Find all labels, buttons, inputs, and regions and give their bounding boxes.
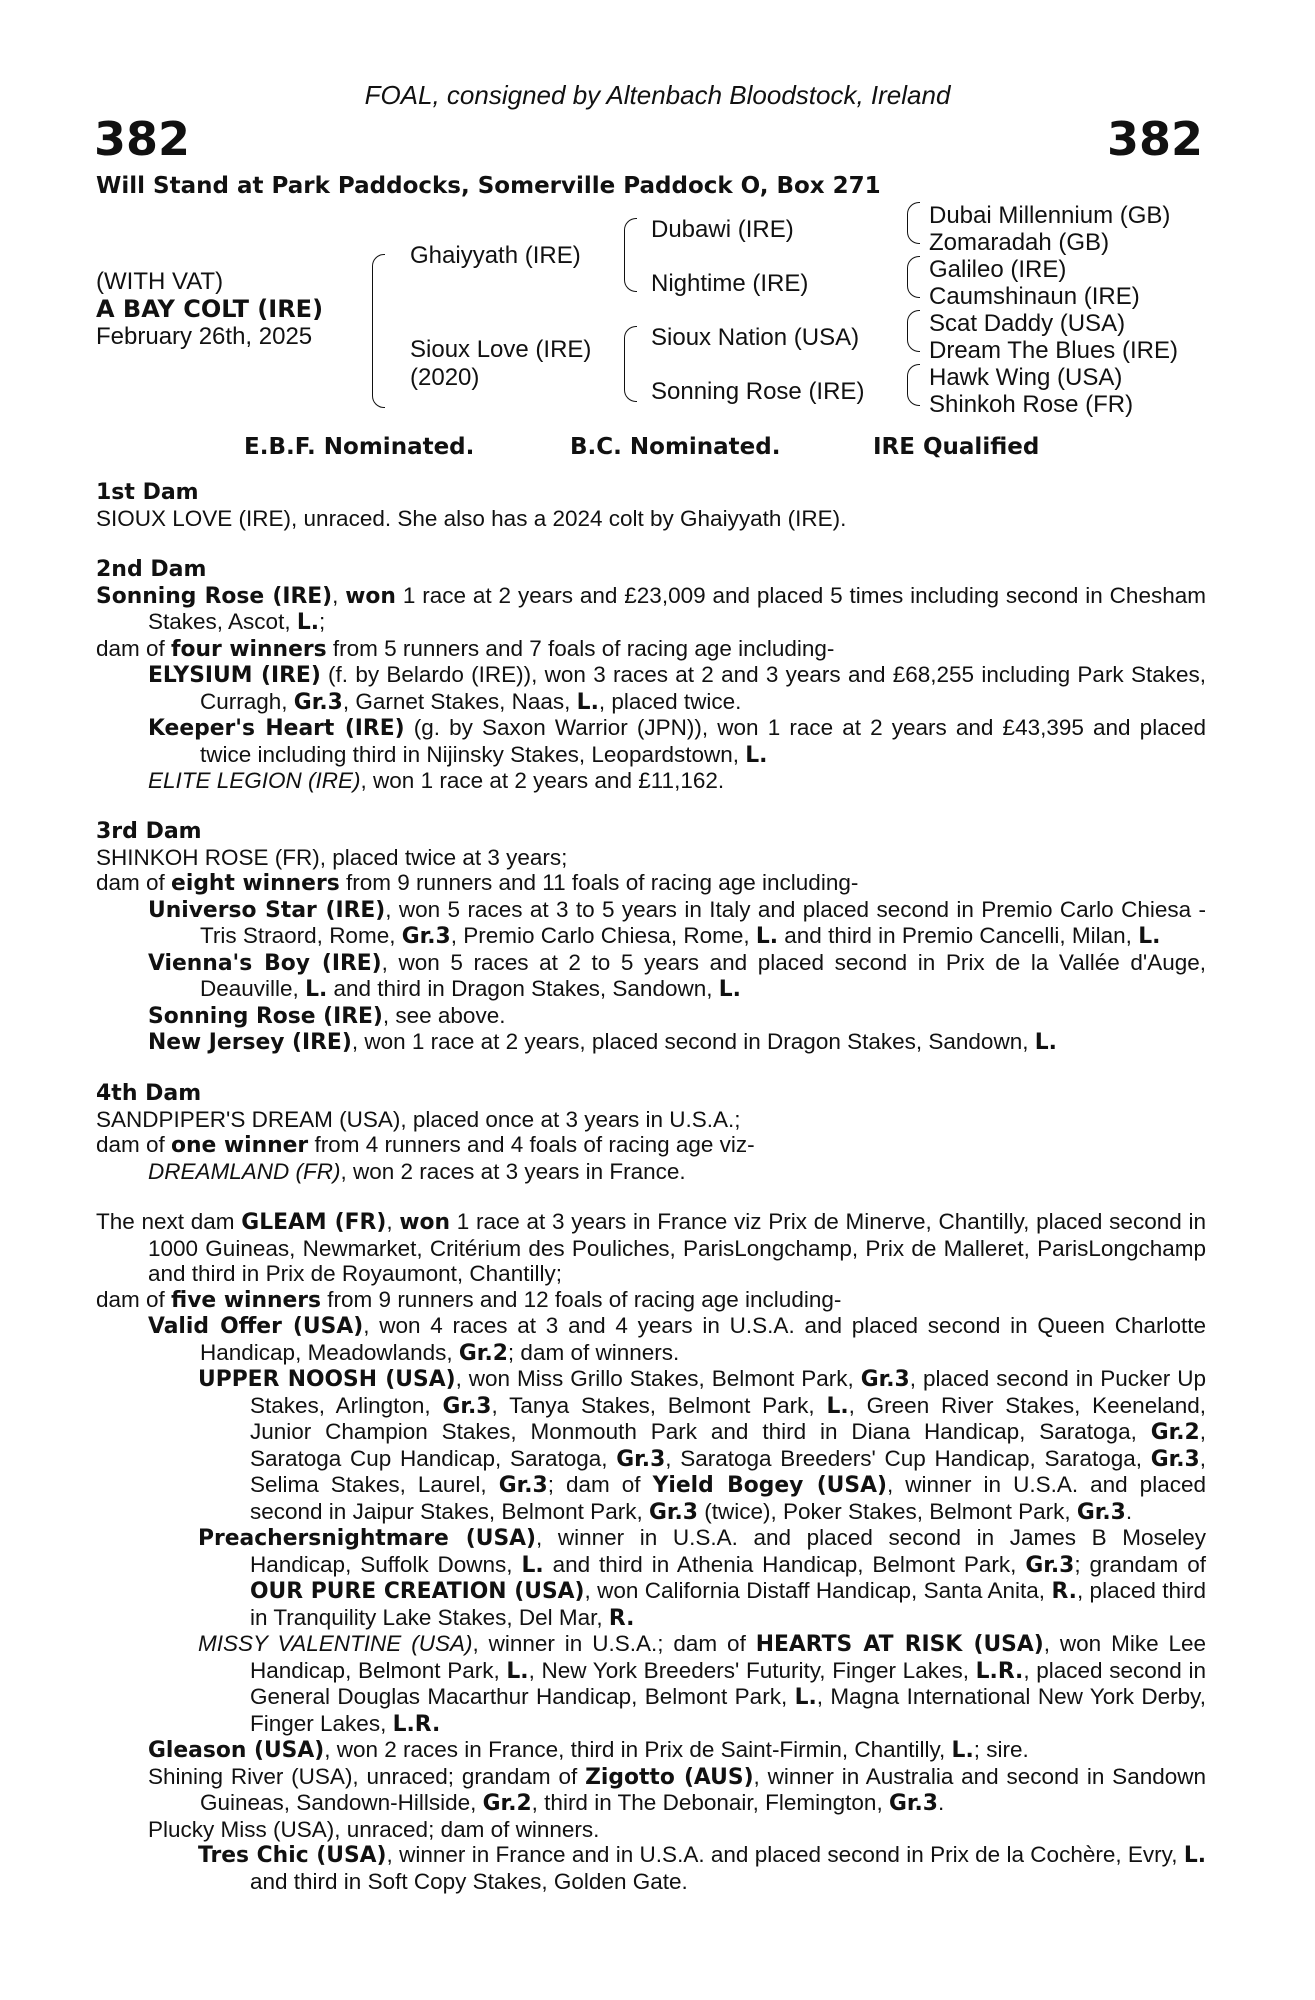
second-dam-p4: Keeper's Heart (IRE) (g. by Saxon Warrior (JPN)), won 1 race at 2 years and £43,395 and placed twice including third in Nijinsky Stakes, Leopardstown, L. xyxy=(148,715,1206,768)
pedigree-dam-sire: Sioux Nation (USA) xyxy=(651,324,860,351)
next-dam-p6: MISSY VALENTINE (USA), winner in U.S.A.; dam of HEARTS AT RISK (USA), won Mike Lee Handicap, Belmont Park, L., New York Breeders' Futurity, Finger Lakes, L.R., placed second in General Douglas Macarthur Handicap, Belmont Park, L., Magna International New York Derby, Finger Lakes, L.R. xyxy=(198,1631,1207,1737)
next-dam-section xyxy=(96,1209,1206,1894)
next-dam-p3: Valid Offer (USA), won 4 races at 3 and 4 years in U.S.A. and placed second in Queen Charlotte Handicap, Meadowlands, Gr.2; dam of winners. xyxy=(148,1313,1206,1366)
pedigree-g8: Shinkoh Rose (FR) xyxy=(929,391,1134,418)
pedigree-brace-main xyxy=(372,254,385,408)
pedigree-dam-dam: Sonning Rose (IRE) xyxy=(651,378,865,405)
pedigree-brace-g56 xyxy=(907,310,920,352)
first-dam-heading: 1st Dam xyxy=(96,480,199,505)
third-dam-p5: Sonning Rose (IRE), see above. xyxy=(148,1002,506,1029)
third-dam-section xyxy=(96,819,1206,1056)
next-dam-p9: Plucky Miss (USA), unraced; dam of winners. xyxy=(148,1816,600,1842)
pedigree-brace-sire xyxy=(624,218,637,292)
pedigree-g1: Dubai Millennium (GB) xyxy=(929,202,1171,229)
first-dam-text: SIOUX LOVE (IRE), unraced. She also has a 2024 colt by Ghaiyyath (IRE). xyxy=(96,506,847,531)
second-dam-section xyxy=(96,557,1206,794)
pedigree-notes xyxy=(96,480,1206,1919)
bc-nominated: B.C. Nominated. xyxy=(570,434,781,460)
next-dam-p4: UPPER NOOSH (USA), won Miss Grillo Stakes, Belmont Park, Gr.3, placed second in Pucker Up Stakes, Arlington, Gr.3, Tanya Stakes, Belmont Park, L., Green River Stakes, Keeneland, Junior Champion Stakes, Monmouth Park and third in Diana Handicap, Saratoga, Gr.2, Saratoga Cup Handicap, Saratoga, Gr.3, Saratoga Breeders' Cup Handicap, Saratoga, Gr.3, Selima Stakes, Laurel, Gr.3; dam of Yield Bogey (USA), winner in U.S.A. and placed second in Jaipur Stakes, Belmont Park, Gr.3 (twice), Poker Stakes, Belmont Park, Gr.3. xyxy=(198,1366,1206,1525)
third-dam-p3: Universo Star (IRE), won 5 races at 3 to 5 years in Italy and placed second in Premio Carlo Chiesa - Tris Straord, Rome, Gr.3, Premio Carlo Chiesa, Rome, L. and third in Premio Cancelli, Milan, L. xyxy=(148,896,1206,949)
third-dam-p2: dam of eight winners from 9 runners and 11 foals of racing age including- xyxy=(96,870,859,896)
pedigree-brace-g78 xyxy=(907,364,920,406)
fourth-dam-section xyxy=(96,1081,1206,1185)
pedigree-g7: Hawk Wing (USA) xyxy=(929,364,1123,391)
lot-number-right: 382 xyxy=(1106,112,1203,166)
next-dam-p5: Preachersnightmare (USA), winner in U.S.A. and placed second in James B Moseley Handicap, Suffolk Downs, L. and third in Athenia Handicap, Belmont Park, Gr.3; grandam of OUR PURE CREATION (USA), won California Distaff Handicap, Santa Anita, R., placed third in Tranquility Lake Stakes, Del Mar, R. xyxy=(198,1525,1206,1631)
vat-label: (WITH VAT) xyxy=(96,268,224,295)
consignment-line: FOAL, consigned by Altenbach Bloodstock, Ireland xyxy=(364,80,951,110)
second-dam-p3: ELYSIUM (IRE) (f. by Belardo (IRE)), won 3 races at 2 and 3 years and £68,255 including Park Stakes, Curragh, Gr.3, Garnet Stakes, Naas, L., placed twice. xyxy=(148,662,1206,715)
fourth-dam-p2: dam of one winner from 4 runners and 4 foals of racing age viz- xyxy=(96,1132,755,1158)
second-dam-p1: Sonning Rose (IRE), won 1 race at 2 years and £23,009 and placed 5 times including second in Chesham Stakes, Ascot, L.; xyxy=(96,582,1206,635)
fourth-dam-heading: 4th Dam xyxy=(96,1080,202,1106)
third-dam-p6: New Jersey (IRE), won 1 race at 2 years, placed second in Dragon Stakes, Sandown, L. xyxy=(148,1029,1057,1055)
pedigree-dam-year: (2020) xyxy=(410,364,480,391)
next-dam-p7: Gleason (USA), won 2 races in France, third in Prix de Saint-Firmin, Chantilly, L.; sire. xyxy=(148,1737,1029,1763)
pedigree-brace-g34 xyxy=(907,256,920,298)
pedigree-brace-dam xyxy=(624,326,637,402)
ire-qualified: IRE Qualified xyxy=(873,434,1040,460)
ebf-nominated: E.B.F. Nominated. xyxy=(244,434,475,460)
pedigree-g3: Galileo (IRE) xyxy=(929,256,1067,283)
pedigree-g5: Scat Daddy (USA) xyxy=(929,310,1126,337)
stand-location: Will Stand at Park Paddocks, Somerville Paddock O, Box 271 xyxy=(96,173,881,199)
second-dam-p5: ELITE LEGION (IRE), won 1 race at 2 years and £11,162. xyxy=(148,768,725,793)
fourth-dam-p1: SANDPIPER'S DREAM (USA), placed once at 3 years in U.S.A.; xyxy=(96,1106,741,1132)
third-dam-p4: Vienna's Boy (IRE), won 5 races at 2 to 5 years and placed second in Prix de la Vallée d'Auge, Deauville, L. and third in Dragon Stakes, Sandown, L. xyxy=(148,949,1206,1002)
second-dam-p2: dam of four winners from 5 runners and 7 foals of racing age including- xyxy=(96,635,835,662)
pedigree-brace-g12 xyxy=(907,202,920,244)
pedigree-sire-sire: Dubawi (IRE) xyxy=(651,216,794,243)
pedigree-sire: Ghaiyyath (IRE) xyxy=(410,242,581,269)
next-dam-p1: The next dam GLEAM (FR), won 1 race at 3 years in France viz Prix de Minerve, Chantilly, placed second in 1000 Guineas, Newmarket, Critérium des Pouliches, ParisLongchamp, Prix de Malleret, ParisLongchamp and third in Prix de Royaumont, Chantilly; xyxy=(96,1209,1206,1286)
next-dam-p2: dam of five winners from 9 runners and 12 foals of racing age including- xyxy=(96,1286,842,1313)
lot-number-left: 382 xyxy=(94,112,191,166)
pedigree-sire-dam: Nightime (IRE) xyxy=(651,270,809,297)
pedigree-g6: Dream The Blues (IRE) xyxy=(929,337,1178,364)
pedigree-g4: Caumshinaun (IRE) xyxy=(929,283,1140,310)
third-dam-heading: 3rd Dam xyxy=(96,818,202,844)
next-dam-p10: Tres Chic (USA), winner in France and in U.S.A. and placed second in Prix de la Cochère, Evry, L. and third in Soft Copy Stakes, Golden Gate. xyxy=(198,1842,1207,1894)
foaling-date: February 26th, 2025 xyxy=(96,323,313,350)
third-dam-p1: SHINKOH ROSE (FR), placed twice at 3 years; xyxy=(96,844,568,870)
pedigree-dam: Sioux Love (IRE) xyxy=(410,336,592,363)
lot-description: A BAY COLT (IRE) xyxy=(96,295,324,323)
pedigree-g2: Zomaradah (GB) xyxy=(929,229,1110,256)
first-dam-section xyxy=(96,480,1206,532)
next-dam-p8: Shining River (USA), unraced; grandam of Zigotto (AUS), winner in Australia and second in Sandown Guineas, Sandown-Hillside, Gr.2, third in The Debonair, Flemington, Gr.3. xyxy=(148,1763,1207,1816)
second-dam-heading: 2nd Dam xyxy=(96,556,207,582)
fourth-dam-p3: DREAMLAND (FR), won 2 races at 3 years in France. xyxy=(148,1158,686,1184)
